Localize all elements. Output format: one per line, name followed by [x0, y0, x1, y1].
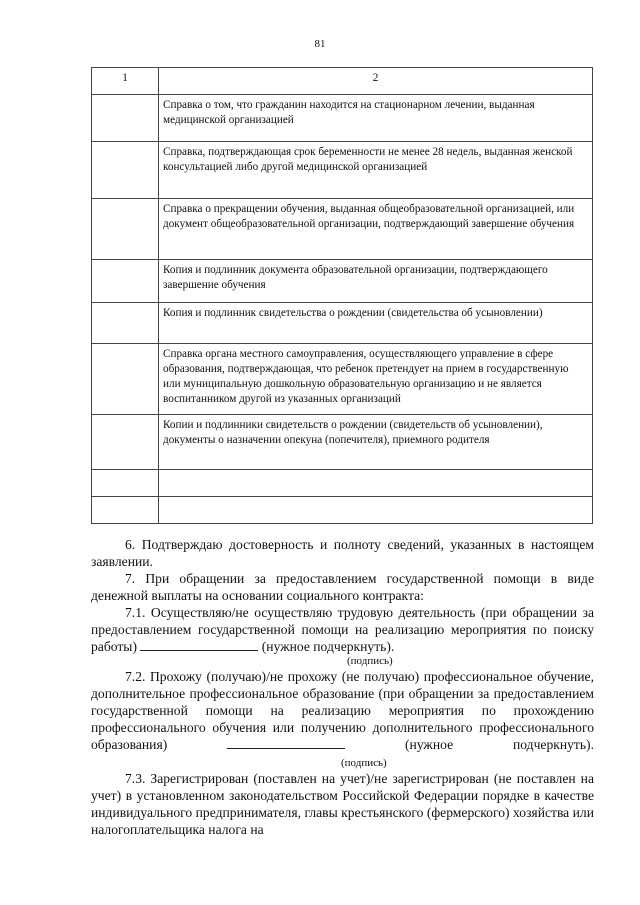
- table-cell-number: [92, 470, 159, 497]
- table-row: [92, 142, 593, 199]
- paragraph-7-1-tail: (нужное подчеркнуть).: [261, 639, 395, 654]
- table-cell-document: Справка, подтверждающая срок беременности не менее 28 недель, выданная женской консультацией либо другой медицинской организацией: [159, 142, 593, 199]
- table-row: [92, 95, 593, 142]
- table-cell-number: [92, 344, 159, 415]
- table-cell-number: [92, 199, 159, 260]
- table-cell-document: Копия и подлинник документа образовательной организации, подтверждающего завершение обучения: [159, 260, 593, 303]
- table-cell-document: [159, 497, 593, 524]
- application-text: [91, 536, 594, 838]
- page-number: 81: [314, 38, 326, 50]
- table-header-row: [92, 68, 593, 95]
- table-cell-document: Копии и подлинники свидетельств о рождении (свидетельств об усыновлении), документы о назначении опекуна (попечителя), приемного родителя: [159, 415, 593, 470]
- table-cell-number: [92, 95, 159, 142]
- paragraph-7-3: 7.3. Зарегистрирован (поставлен на учет)/не зарегистрирован (не поставлен на учет) в установленном законодательством Российской Федерации порядке в качестве индивидуального предпринимателя, главы крестьянского (фермерского) хозяйства или налогоплательщика налога на: [91, 771, 594, 837]
- paragraph-7-1-text: 7.1. Осуществляю/не осуществляю трудовую деятельность (при обращении за предоставлением государственной помощи на реализацию мероприятия по поиску работы): [91, 605, 594, 654]
- signature-line: [140, 638, 258, 651]
- paragraph-7: 7. При обращении за предоставлением государственной помощи в виде денежной выплаты на основании социального контракта:: [91, 571, 594, 603]
- table-cell-number: [92, 497, 159, 524]
- table-cell-document: Копия и подлинник свидетельства о рождении (свидетельства об усыновлении): [159, 303, 593, 344]
- paragraph-7-2-text: 7.2. Прохожу (получаю)/не прохожу (не получаю) профессиональное обучение, дополнительное профессиональное образование (при обращении за предоставлением государственной помощи на реализацию мероприятия по прохождению профессионального обучения или получению дополнительного профессионального образования): [91, 669, 594, 752]
- table-cell-document: Справка о прекращении обучения, выданная общеобразовательной организацией, или документ общеобразовательной организации, подтверждающий завершение обучения: [159, 199, 593, 260]
- paragraph-7-2-tail: (нужное подчеркнуть).: [405, 737, 594, 752]
- paragraph-7-1: [91, 604, 594, 655]
- table-cell-number: [92, 260, 159, 303]
- documents-table: [91, 67, 593, 524]
- table-row: [92, 470, 593, 497]
- signature-line: [227, 736, 345, 749]
- paragraph-6: 6. Подтверждаю достоверность и полноту сведений, указанных в настоящем заявлении.: [91, 537, 594, 569]
- column-header-1: 1: [92, 68, 159, 95]
- table-row: [92, 303, 593, 344]
- table-row: [92, 415, 593, 470]
- table-cell-document: [159, 470, 593, 497]
- table-cell-document: Справка органа местного самоуправления, осуществляющего управление в сфере образования, подтверждающая, что ребенок претендует на прием в государственную или муниципальную дошкольную образовательную организацию и не является воспитанником другой из указанных организаций: [159, 344, 593, 415]
- column-header-2: 2: [159, 68, 593, 95]
- signature-label: (подпись): [341, 757, 387, 769]
- table-row: [92, 497, 593, 524]
- table-row: [92, 344, 593, 415]
- paragraph-7-2: [91, 668, 594, 770]
- table-cell-number: [92, 415, 159, 470]
- table-cell-document: Справка о том, что гражданин находится на стационарном лечении, выданная медицинской организацией: [159, 95, 593, 142]
- table-row: [92, 199, 593, 260]
- signature-label: (подпись): [347, 655, 393, 667]
- table-row: [92, 260, 593, 303]
- table-cell-number: [92, 142, 159, 199]
- table-cell-number: [92, 303, 159, 344]
